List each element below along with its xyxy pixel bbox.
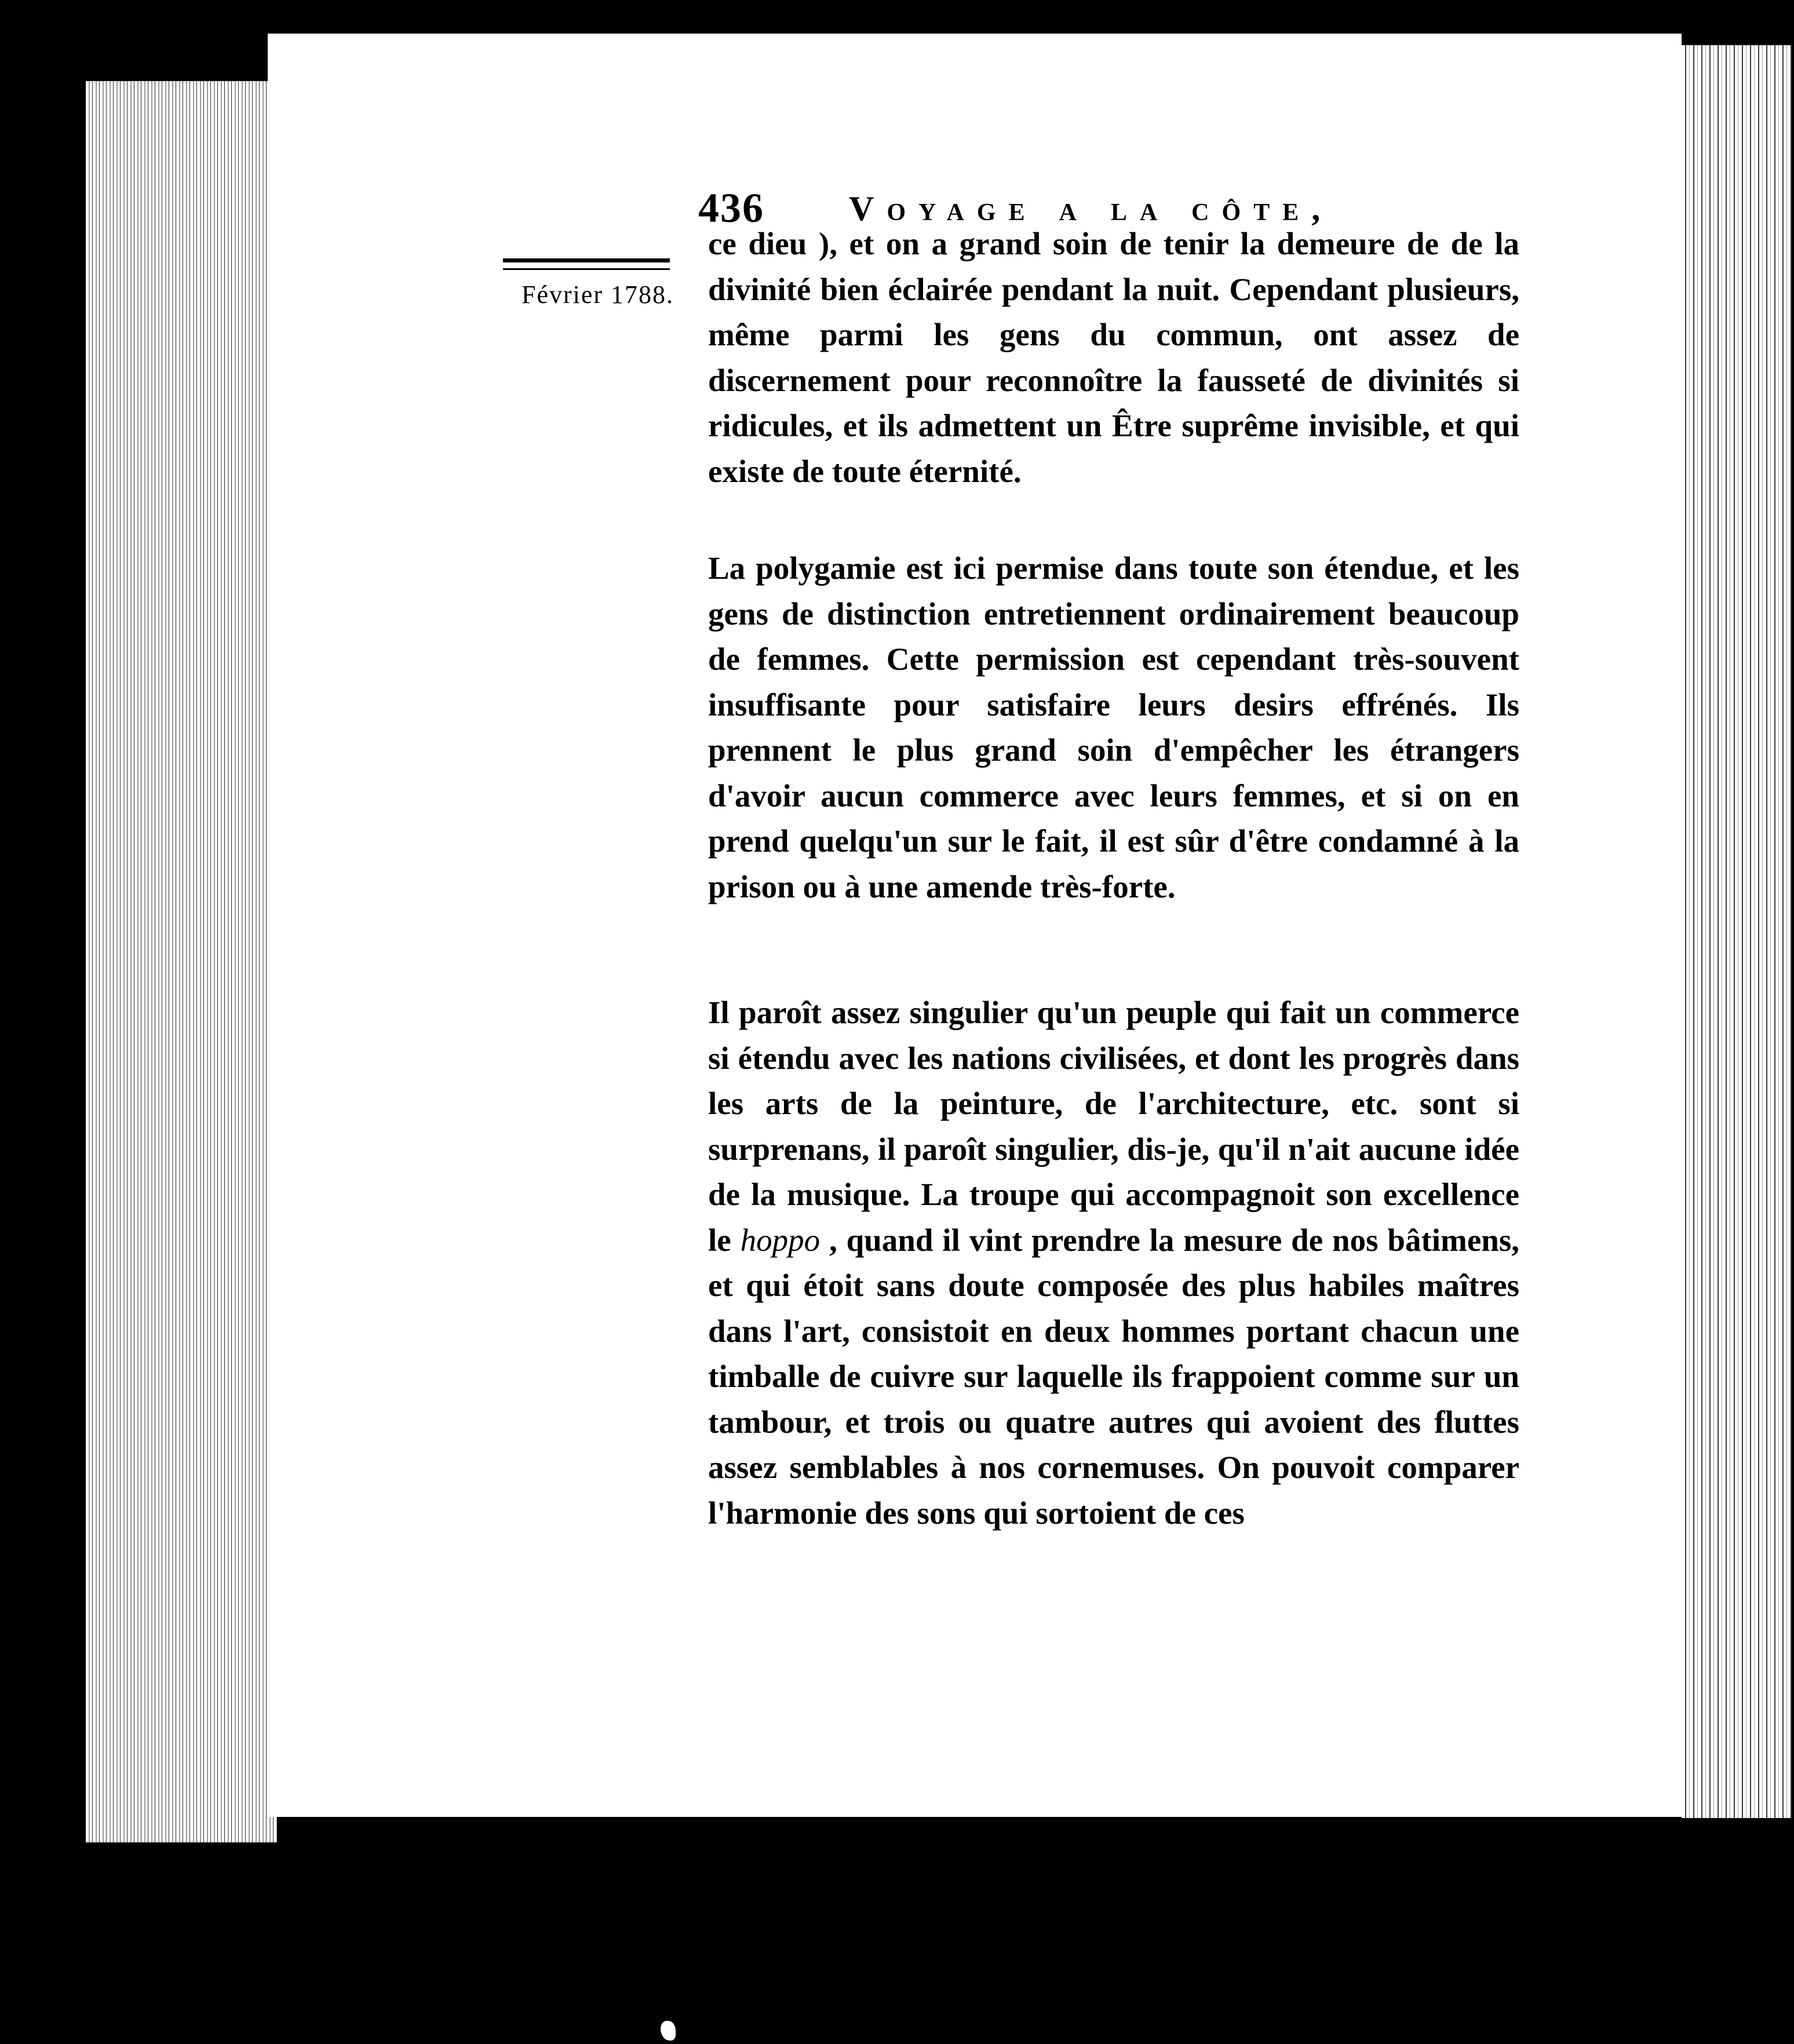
running-title: Voyage a la côte, — [849, 189, 1333, 228]
page-number: 436 — [698, 185, 764, 231]
paragraph-text: La polygamie est ici permise dans toute son étendue, et les gens de distinction entretiennent ordinairement beaucoup de femmes. Cette permission est cependant très-souvent insuffisante pour satisfaire leurs desirs effrénés. Ils prennent le plus grand soin d'empêcher les étrangers d'avoir aucun commerce avec leurs femmes, et si on en prend quelqu'un sur le fait, il est sûr d'être condamné à la prison ou à une amende très-forte. — [708, 550, 1519, 904]
book-page-edges-right — [1682, 45, 1792, 1818]
paragraph-text-after-italic: , quand il vint prendre la mesure de nos bâtimens, et qui étoit sans doute composée des plus habiles maîtres dans l'art, consistoit en deux hommes portant chacun une timballe de cuivre sur laquelle ils frappoient comme sur un tambour, et trois ou quatre autres qui avoient des fluttes assez semblables à nos cornemuses. On pouvoit comparer l'harmonie des sons qui sortoient de ces — [708, 1222, 1520, 1531]
paragraph-text: ce dieu ), et on a grand soin de tenir la demeure de de la divinité bien éclairée pendant la nuit. Cependant plusieurs, même parmi les gens du commun, ont assez de discernement pour reconnoître la fausseté de divinités si ridicules, et ils admettent un Être suprême invisible, et qui existe de toute éternité. — [708, 226, 1519, 489]
italic-term-hoppo: hoppo — [740, 1222, 821, 1258]
margin-rule — [503, 258, 670, 270]
paragraph-text-before-italic: Il paroît assez singulier qu'un peuple qui fait un commerce si étendu avec les nations civilisées, et dont les progrès dans les arts de la peinture, de l'architecture, etc. sont si surprenans, il paroît singulier, dis-je, qu'il n'ait aucune idée de la musique. La troupe qui accompagnoit son excellence le — [708, 995, 1519, 1258]
scan-speck — [661, 2021, 676, 2041]
margin-date-note: Février 1788. — [522, 280, 674, 309]
paragraph-3 — [708, 990, 1519, 1536]
paragraph-2 — [708, 546, 1519, 910]
paragraph-text — [708, 990, 1519, 1536]
paragraph-1 — [708, 221, 1519, 494]
book-page-edges-left — [86, 81, 277, 1842]
